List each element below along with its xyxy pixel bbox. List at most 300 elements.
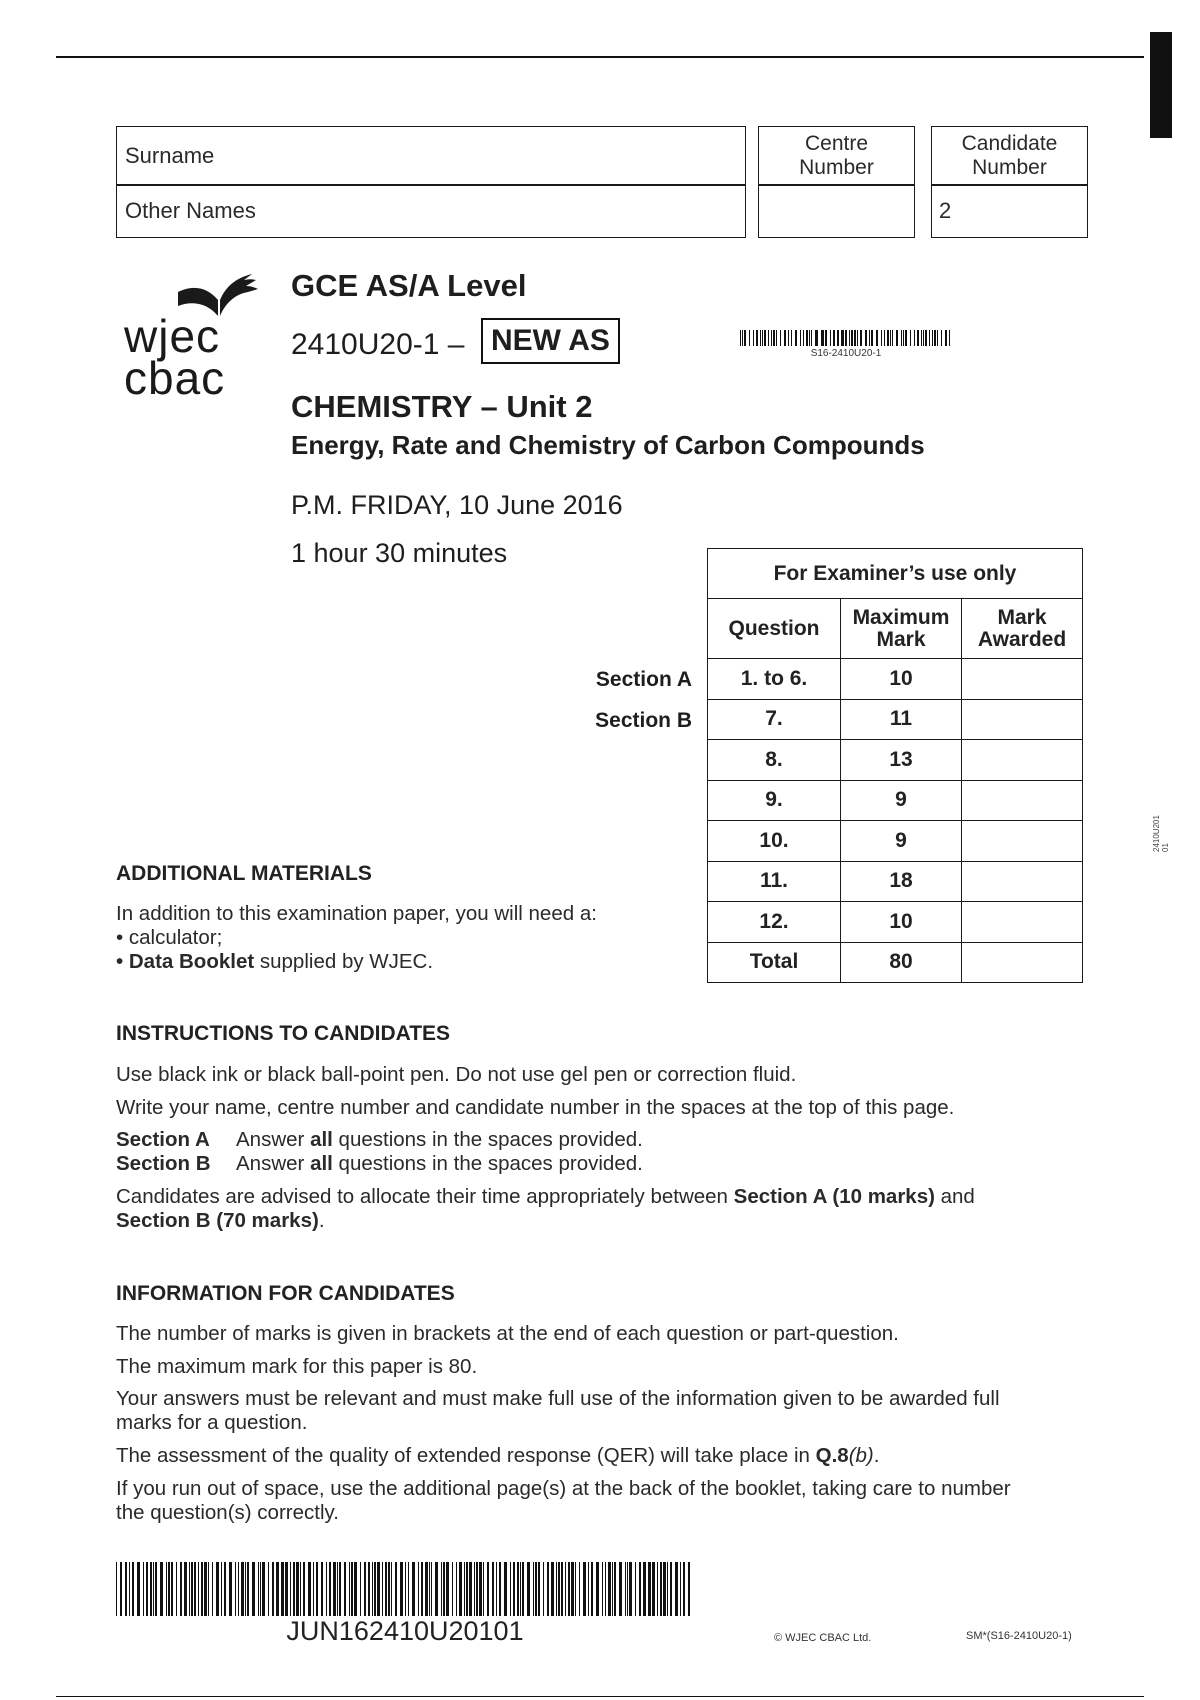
barcode-bar xyxy=(344,1562,347,1616)
barcode-bar xyxy=(510,1562,511,1616)
barcode-bar xyxy=(591,1562,593,1616)
barcode-bar xyxy=(252,1562,255,1616)
barcode-bar xyxy=(543,1562,544,1616)
barcode-bar xyxy=(773,330,775,346)
barcode-bar xyxy=(917,330,919,346)
barcode-bar xyxy=(431,1562,433,1616)
barcode-bar xyxy=(608,1562,611,1616)
examiner-cell-question: 7. xyxy=(708,699,841,740)
header-mark-awarded: Mark Awarded xyxy=(962,599,1083,659)
information-line1: The number of marks is given in brackets at the end of each question or part-question. xyxy=(116,1322,899,1345)
barcode-bar xyxy=(762,330,763,346)
barcode-bar xyxy=(425,1562,428,1616)
barcode-bar xyxy=(474,1562,475,1616)
barcode-bar xyxy=(137,1562,140,1616)
examiner-table-row xyxy=(708,942,1083,983)
barcode-bar xyxy=(925,330,927,346)
barcode-bar xyxy=(201,1562,203,1616)
barcode-bar xyxy=(245,1562,246,1616)
barcode-bar xyxy=(321,1562,324,1616)
examiner-table-row xyxy=(708,780,1083,821)
barcode-bar xyxy=(238,1562,240,1616)
examiner-cell-awarded[interactable] xyxy=(962,740,1083,781)
examiner-cell-max: 13 xyxy=(841,740,962,781)
exam-code: 2410U20-1 – xyxy=(291,328,465,361)
barcode-bar xyxy=(753,330,754,346)
barcode-bar xyxy=(614,1562,616,1616)
barcode-bar xyxy=(372,1562,373,1616)
barcode-bar xyxy=(194,1562,197,1616)
surname-field[interactable] xyxy=(116,126,746,186)
barcode-bar xyxy=(487,1562,489,1616)
barcode-bar xyxy=(418,1562,419,1616)
barcode-bar xyxy=(241,1562,244,1616)
barcode-bar xyxy=(171,1562,174,1616)
examiner-cell-max: 80 xyxy=(841,942,962,983)
barcode-bar xyxy=(649,1562,651,1616)
barcode-bar xyxy=(116,1562,117,1616)
barcode-bar xyxy=(464,1562,465,1616)
barcode-bar xyxy=(290,1562,291,1616)
barcode-bar xyxy=(441,1562,442,1616)
additional-materials-heading: ADDITIONAL MATERIALS xyxy=(116,862,372,885)
barcode-bar xyxy=(285,1562,288,1616)
barcode-bar xyxy=(890,330,891,346)
barcode-bar xyxy=(803,330,804,346)
barcode-bar xyxy=(132,1562,134,1616)
header-max-mark: Maximum Mark xyxy=(841,599,962,659)
barcode-bar xyxy=(313,1562,314,1616)
examiner-cell-question: 9. xyxy=(708,780,841,821)
exam-level: GCE AS/A Level xyxy=(291,268,527,303)
barcode-bar xyxy=(652,1562,655,1616)
barcode-bar xyxy=(382,1562,383,1616)
barcode-bar xyxy=(466,1562,468,1616)
barcode-bar xyxy=(627,1562,629,1616)
barcode-bar xyxy=(923,330,924,346)
barcode-bar xyxy=(896,330,898,346)
barcode-bar xyxy=(412,1562,415,1616)
barcode-bar xyxy=(871,330,872,346)
barcode-bar xyxy=(596,1562,599,1616)
instructions-section-a-label: Section A xyxy=(116,1128,210,1151)
barcode-bar xyxy=(830,330,831,346)
barcode-bar xyxy=(854,330,856,346)
barcode-bar xyxy=(760,330,761,346)
barcode-bar xyxy=(533,1562,534,1616)
barcode-bar xyxy=(934,330,936,346)
barcode-bar xyxy=(204,1562,207,1616)
barcode-bar xyxy=(224,1562,226,1616)
barcode-bar xyxy=(513,1562,515,1616)
barcode-bar xyxy=(822,330,823,346)
barcode-bar xyxy=(619,1562,622,1616)
barcode-bar xyxy=(168,1562,170,1616)
barcode-bar xyxy=(941,330,942,346)
barcode-bar xyxy=(663,1562,666,1616)
barcode-bar xyxy=(527,1562,530,1616)
barcode-bar xyxy=(579,1562,581,1616)
barcode-bar xyxy=(276,1562,279,1616)
instructions-line2: Write your name, centre number and candidate number in the spaces at the top of this page. xyxy=(116,1096,955,1119)
barcode-bar xyxy=(229,1562,232,1616)
barcode-bar xyxy=(303,1562,305,1616)
bottom-rule xyxy=(56,1696,1144,1697)
side-code-line2: 01 xyxy=(1161,843,1170,852)
instructions-section-b: Section B Answer all questions in the spaces provided. xyxy=(116,1152,643,1175)
barcode-bar xyxy=(198,1562,199,1616)
small-barcode-text: S16-2410U20-1 xyxy=(810,348,882,359)
examiner-cell-question: 1. to 6. xyxy=(708,659,841,700)
barcode-bar xyxy=(857,330,858,346)
subject-title: CHEMISTRY – Unit 2 xyxy=(291,389,593,424)
barcode-bar xyxy=(910,330,911,346)
barcode-bar xyxy=(479,1562,482,1616)
centre-label-line1: Centre xyxy=(804,132,869,155)
barcode-bar xyxy=(405,1562,406,1616)
barcode-bar xyxy=(150,1562,153,1616)
barcode-bar xyxy=(865,330,867,346)
examiner-cell-awarded[interactable] xyxy=(962,902,1083,943)
barcode-bar xyxy=(780,330,781,346)
barcode-bar xyxy=(884,330,885,346)
barcode-bar xyxy=(446,1562,449,1616)
instructions-advice-cont: Section B (70 marks). xyxy=(116,1209,325,1232)
barcode-bar xyxy=(788,330,789,346)
barcode-bar xyxy=(914,330,915,346)
barcode-bar xyxy=(837,330,839,346)
barcode-bar xyxy=(639,1562,641,1616)
candidate-label-line2: Number xyxy=(972,156,1047,179)
barcode-bar xyxy=(561,1562,564,1616)
barcode-bar xyxy=(258,1562,259,1616)
barcode-bar xyxy=(329,1562,331,1616)
barcode-bar xyxy=(842,330,843,346)
exam-duration: 1 hour 30 minutes xyxy=(291,538,508,568)
barcode-bar xyxy=(364,1562,366,1616)
barcode-bar xyxy=(683,1562,685,1616)
barcode-bar xyxy=(476,1562,478,1616)
barcode-bar xyxy=(648,1562,649,1616)
barcode-bar xyxy=(247,1562,249,1616)
barcode-bar xyxy=(860,330,861,346)
barcode-bar xyxy=(937,330,938,346)
barcode-bar xyxy=(408,1562,410,1616)
barcode-bar xyxy=(517,1562,520,1616)
barcode-bar xyxy=(547,1562,549,1616)
examiner-table-row xyxy=(708,821,1083,862)
barcode-bar xyxy=(795,330,797,346)
examiner-cell-awarded[interactable] xyxy=(962,780,1083,821)
barcode-bar xyxy=(166,1562,167,1616)
examiner-table-row xyxy=(708,740,1083,781)
examiner-table-row xyxy=(708,902,1083,943)
barcode-bar xyxy=(629,1562,632,1616)
barcode-bar xyxy=(771,330,772,346)
information-line4: The assessment of the quality of extended response (QER) will take place in Q.8(b). xyxy=(116,1444,880,1467)
examiner-table-row xyxy=(708,861,1083,902)
barcode-bar xyxy=(881,330,882,346)
barcode-bar xyxy=(929,330,930,346)
barcode-bar xyxy=(845,330,847,346)
barcode-bar xyxy=(809,330,810,346)
barcode-bar xyxy=(216,1562,219,1616)
barcode-bar xyxy=(921,330,922,346)
barcode-bar xyxy=(583,1562,586,1616)
barcode-bar xyxy=(300,1562,301,1616)
copyright: © WJEC CBAC Ltd. xyxy=(774,1632,872,1644)
centre-number-header xyxy=(758,126,915,186)
barcode-bar xyxy=(556,1562,557,1616)
barcode-bar xyxy=(492,1562,495,1616)
barcode-bar xyxy=(660,1562,662,1616)
information-line2: The maximum mark for this paper is 80. xyxy=(116,1355,478,1378)
examiner-table-row xyxy=(708,659,1083,700)
barcode-bar xyxy=(643,1562,646,1616)
barcode-bar xyxy=(282,1562,284,1616)
information-heading: INFORMATION FOR CANDIDATES xyxy=(116,1282,455,1305)
barcode-bar xyxy=(749,330,750,346)
barcode-bar xyxy=(504,1562,507,1616)
information-line3a: Your answers must be relevant and must make full use of the information given to be awarded full xyxy=(116,1387,1000,1410)
barcode-bar xyxy=(565,1562,566,1616)
surname-label: Surname xyxy=(125,143,215,168)
barcode-bar xyxy=(153,1562,154,1616)
instructions-section-a: Section A Answer all questions in the spaces provided. xyxy=(116,1128,643,1151)
barcode-bar xyxy=(535,1562,537,1616)
barcode-bar xyxy=(452,1562,453,1616)
examiner-cell-question: Total xyxy=(708,942,841,983)
barcode-bar xyxy=(680,1562,681,1616)
instructions-section-b-label: Section B xyxy=(116,1152,211,1175)
barcode-bar xyxy=(806,330,808,346)
barcode-bar xyxy=(815,330,817,346)
information-line5b: the question(s) correctly. xyxy=(116,1501,339,1524)
barcode-bar xyxy=(876,330,878,346)
candidate-number-field[interactable] xyxy=(931,184,1088,238)
header-question: Question xyxy=(708,599,841,659)
barcode-bar xyxy=(360,1562,361,1616)
barcode-bar xyxy=(588,1562,589,1616)
barcode-bar xyxy=(268,1562,269,1616)
barcode-bar xyxy=(675,1562,678,1616)
barcode-bar xyxy=(333,1562,336,1616)
barcode-bar xyxy=(326,1562,327,1616)
barcode-bar xyxy=(522,1562,524,1616)
logo-wjec-text: wjec xyxy=(124,310,221,362)
examiner-cell-max: 10 xyxy=(841,659,962,700)
section-b-label: Section B xyxy=(595,709,692,732)
barcode-bar xyxy=(625,1562,626,1616)
examiner-cell-question: 8. xyxy=(708,740,841,781)
examiner-cell-question: 12. xyxy=(708,902,841,943)
barcode-bar xyxy=(776,330,777,346)
barcode-bar xyxy=(160,1562,163,1616)
examiner-cell-awarded[interactable] xyxy=(962,942,1083,983)
candidate-label-line1: Candidate xyxy=(961,132,1058,155)
barcode-bar xyxy=(688,1562,691,1616)
barcode-bar xyxy=(949,330,950,346)
examiner-cell-awarded[interactable] xyxy=(962,659,1083,700)
barcode-bar xyxy=(851,330,852,346)
barcode-bar xyxy=(377,1562,380,1616)
barcode-bar xyxy=(538,1562,541,1616)
barcode-bar xyxy=(764,330,766,346)
logo-cbac-text: cbac xyxy=(124,352,226,404)
barcode-bar xyxy=(945,330,947,346)
barcode-bar xyxy=(443,1562,445,1616)
examiner-cell-question: 11. xyxy=(708,861,841,902)
barcode-bar xyxy=(892,330,893,346)
exam-date: P.M. FRIDAY, 10 June 2016 xyxy=(291,490,623,520)
barcode-bar xyxy=(657,1562,658,1616)
other-names-field[interactable] xyxy=(116,184,746,238)
main-barcode xyxy=(116,1562,694,1616)
barcode-bar xyxy=(221,1562,222,1616)
side-code-line1: 2410U201 xyxy=(1152,815,1161,852)
barcode-bar xyxy=(849,330,850,346)
barcode-bar xyxy=(905,330,907,346)
barcode-bar xyxy=(605,1562,607,1616)
barcode-bar xyxy=(800,330,801,346)
barcode-bar xyxy=(191,1562,193,1616)
examiner-cell-max: 10 xyxy=(841,902,962,943)
barcode-bar xyxy=(821,330,822,346)
barcode-bar xyxy=(212,1562,214,1616)
other-names-label: Other Names xyxy=(125,198,256,223)
examiner-cell-question: 10. xyxy=(708,821,841,862)
barcode-bar xyxy=(568,1562,570,1616)
examiner-cell-awarded[interactable] xyxy=(962,699,1083,740)
barcode-bar xyxy=(391,1562,392,1616)
barcode-bar xyxy=(337,1562,338,1616)
barcode-bar xyxy=(143,1562,144,1616)
main-barcode-text: JUN162410U20101 xyxy=(286,1616,524,1646)
barcode-bar xyxy=(499,1562,501,1616)
centre-label-line2: Number xyxy=(799,156,874,179)
barcode-bar xyxy=(129,1562,130,1616)
barcode-bar xyxy=(811,330,812,346)
subject-subtitle: Energy, Rate and Chemistry of Carbon Compounds xyxy=(291,430,925,460)
instructions-line1: Use black ink or black ball-point pen. Do not use gel pen or correction fluid. xyxy=(116,1063,797,1086)
barcode-bar xyxy=(146,1562,148,1616)
new-as-label: NEW AS xyxy=(491,324,610,357)
barcode-bar xyxy=(208,1562,209,1616)
barcode-bar xyxy=(400,1562,403,1616)
barcode-bar xyxy=(385,1562,387,1616)
barcode-bar xyxy=(308,1562,311,1616)
barcode-bar xyxy=(742,330,743,346)
barcode-bar xyxy=(395,1562,397,1616)
additional-materials-item1: • calculator; xyxy=(116,926,223,949)
top-rule xyxy=(56,56,1144,58)
barcode-bar xyxy=(670,1562,672,1616)
data-booklet-rest: supplied by WJEC. xyxy=(254,950,434,973)
instructions-heading: INSTRUCTIONS TO CANDIDATES xyxy=(116,1022,451,1045)
barcode-bar xyxy=(496,1562,497,1616)
barcode-bar xyxy=(602,1562,603,1616)
barcode-bar xyxy=(235,1562,236,1616)
small-barcode xyxy=(740,330,952,346)
barcode-bar xyxy=(756,330,758,346)
barcode-bar xyxy=(349,1562,350,1616)
examiner-cell-max: 9 xyxy=(841,780,962,821)
additional-materials-intro: In addition to this examination paper, you will need a: xyxy=(116,902,597,925)
examiner-table-title: For Examiner’s use only xyxy=(708,549,1083,599)
section-a-label: Section A xyxy=(595,668,692,691)
barcode-bar xyxy=(388,1562,391,1616)
barcode-bar xyxy=(316,1562,318,1616)
data-booklet-label: • Data Booklet xyxy=(116,950,255,973)
barcode-bar xyxy=(176,1562,177,1616)
barcode-bar xyxy=(260,1562,262,1616)
barcode-bar xyxy=(120,1562,122,1616)
barcode-bar xyxy=(339,1562,341,1616)
barcode-bar xyxy=(833,330,834,346)
barcode-bar xyxy=(262,1562,265,1616)
examiner-cell-awarded[interactable] xyxy=(962,861,1083,902)
barcode-bar xyxy=(744,330,746,346)
examiner-cell-max: 18 xyxy=(841,861,962,902)
paper-reference: SM*(S16-2410U20-1) xyxy=(966,1630,1072,1642)
barcode-bar xyxy=(189,1562,190,1616)
barcode-bar xyxy=(551,1562,554,1616)
barcode-bar xyxy=(469,1562,472,1616)
centre-number-field[interactable] xyxy=(758,184,915,238)
barcode-bar xyxy=(558,1562,560,1616)
barcode-bar xyxy=(351,1562,353,1616)
candidate-number-value: 2 xyxy=(939,198,952,223)
barcode-bar xyxy=(635,1562,636,1616)
barcode-bar xyxy=(429,1562,430,1616)
barcode-bar xyxy=(296,1562,299,1616)
new-as-badge xyxy=(481,318,620,364)
examiner-table xyxy=(707,548,1083,983)
barcode-bar xyxy=(354,1562,357,1616)
barcode-bar xyxy=(901,330,902,346)
barcode-bar xyxy=(374,1562,376,1616)
additional-materials-item2 xyxy=(116,950,433,974)
barcode-bar xyxy=(903,330,904,346)
examiner-cell-max: 9 xyxy=(841,821,962,862)
barcode-bar xyxy=(125,1562,128,1616)
barcode-bar xyxy=(456,1562,458,1616)
barcode-bar xyxy=(887,330,889,346)
barcode-bar xyxy=(932,330,933,346)
information-line3b: marks for a question. xyxy=(116,1411,308,1434)
corner-tab xyxy=(1150,32,1172,138)
barcode-bar xyxy=(520,1562,521,1616)
barcode-bar xyxy=(768,330,769,346)
barcode-bar xyxy=(421,1562,423,1616)
barcode-bar xyxy=(293,1562,295,1616)
barcode-bar xyxy=(483,1562,484,1616)
barcode-bar xyxy=(272,1562,274,1616)
barcode-bar xyxy=(180,1562,182,1616)
information-line5a: If you run out of space, use the additional page(s) at the back of the booklet, taking care to number xyxy=(116,1477,1011,1500)
barcode-bar xyxy=(184,1562,187,1616)
barcode-bar xyxy=(667,1562,668,1616)
barcode-bar xyxy=(281,1562,282,1616)
barcode-bar xyxy=(784,330,786,346)
barcode-bar xyxy=(612,1562,613,1616)
wjec-logo xyxy=(124,270,254,404)
examiner-cell-max: 11 xyxy=(841,699,962,740)
examiner-cell-awarded[interactable] xyxy=(962,821,1083,862)
instructions-advice: Candidates are advised to allocate their time appropriately between Section A (10 marks) and xyxy=(116,1185,975,1208)
candidate-number-header xyxy=(931,126,1088,186)
side-code xyxy=(1152,790,1170,860)
